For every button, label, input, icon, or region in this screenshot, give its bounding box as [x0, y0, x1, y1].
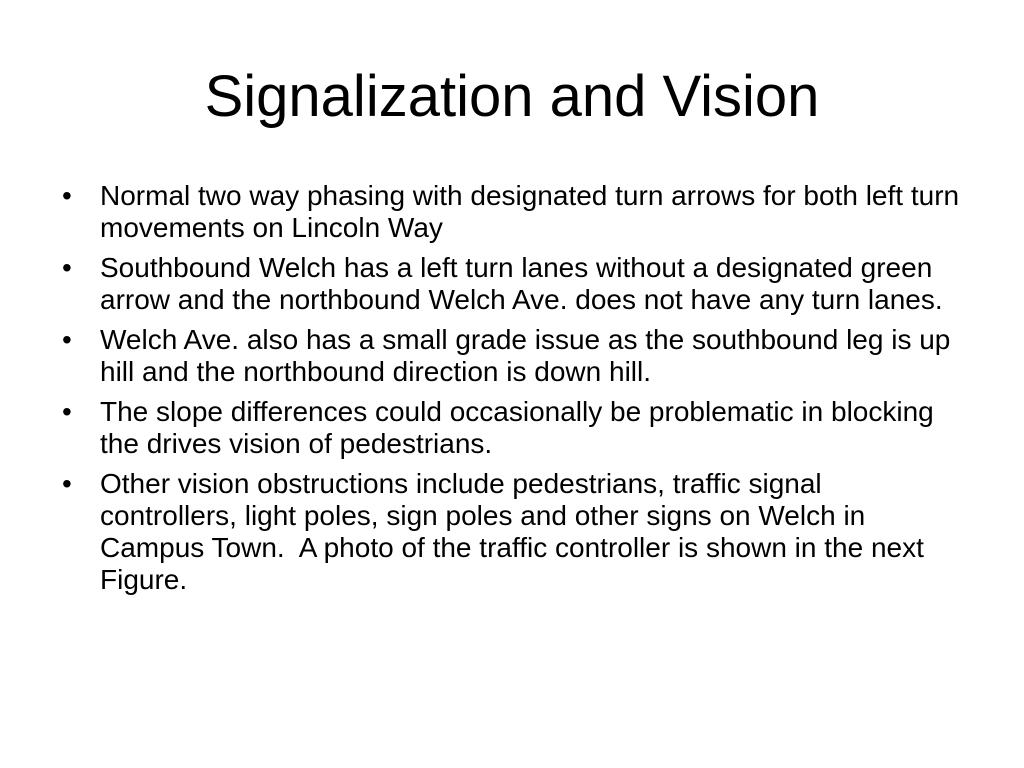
bullet-item: [62, 396, 962, 460]
bullet-dot-icon: •: [62, 252, 72, 283]
bullet-text: Other vision obstructions include pedestrians, traffic signal controllers, light poles, sign poles and other signs on Welch in Campus Town. A photo of the traffic controller is shown in the next Figure.: [100, 468, 932, 595]
bullet-text: Southbound Welch has a left turn lanes without a designated green arrow and the northbound Welch Ave. does not have any turn lanes.: [100, 252, 943, 315]
bullet-dot-icon: •: [62, 180, 72, 211]
bullet-dot-icon: •: [62, 324, 72, 355]
bullet-item: [62, 180, 967, 244]
slide-title: Signalization and Vision: [204, 64, 820, 129]
bullet-list: [62, 180, 967, 604]
bullet-dot-icon: •: [62, 468, 72, 499]
bullet-text: Welch Ave. also has a small grade issue as the southbound leg is up hill and the northbound direction is down hill.: [100, 324, 959, 387]
bullet-item: [62, 324, 962, 388]
bullet-dot-icon: •: [62, 396, 72, 427]
bullet-text: The slope differences could occasionally be problematic in blocking the drives vision of pedestrians.: [100, 396, 942, 459]
bullet-item: [62, 252, 962, 316]
bullet-text: Normal two way phasing with designated turn arrows for both left turn movements on Lincoln Way: [100, 180, 967, 243]
bullet-item: [62, 468, 962, 596]
